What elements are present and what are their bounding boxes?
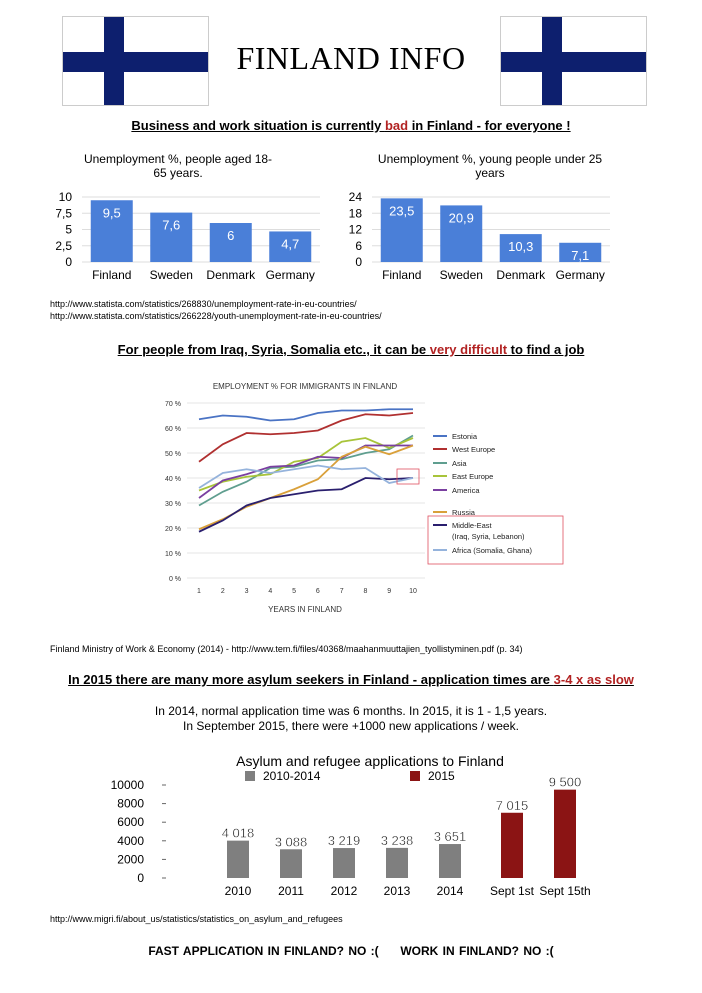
chart-title: Asylum and refugee applications to Finland xyxy=(236,753,504,769)
x-tick-label: 1 xyxy=(197,588,201,595)
legend-swatch xyxy=(245,771,255,781)
bar-value-label: 3 088 xyxy=(274,834,308,850)
bar xyxy=(501,813,523,878)
y-tick-label: 10 % xyxy=(165,551,181,558)
x-category-label: Germany xyxy=(265,268,315,282)
x-category-label: Sweden xyxy=(439,268,483,282)
x-category-label: Germany xyxy=(555,268,605,282)
y-tick-label: 0 % xyxy=(168,576,181,583)
y-tick-label: 4000 xyxy=(117,833,144,848)
y-tick-label: 0 xyxy=(137,871,144,885)
migri-source[interactable]: http://www.migri.fi/about_us/statistics/statistics_on_asylum_and_refugees xyxy=(50,914,343,924)
chart-title: EMPLOYMENT % FOR IMMIGRANTS IN FINLAND xyxy=(212,382,398,391)
bar-value-label: 3 238 xyxy=(380,832,414,848)
y-tick-label: 50 % xyxy=(165,451,181,458)
y-tick-label: 70 % xyxy=(165,401,181,408)
legend-label: West Europe xyxy=(452,445,496,454)
x-axis-label: YEARS IN FINLAND xyxy=(268,605,342,614)
x-tick-label: 8 xyxy=(363,588,368,595)
y-tick-label: 0 xyxy=(65,255,72,269)
x-category-label: Denmark xyxy=(496,268,546,282)
y-tick-label: 8000 xyxy=(117,796,144,811)
x-tick-label: 10 xyxy=(409,588,417,595)
legend-label: America xyxy=(452,486,480,495)
x-category-label: 2014 xyxy=(436,884,464,898)
x-tick-label: 6 xyxy=(315,588,320,595)
x-tick-label: 2 xyxy=(220,588,225,595)
immigrant-employment-chart xyxy=(150,375,570,615)
x-category-label: Denmark xyxy=(206,268,256,282)
x-category-label: 2011 xyxy=(278,884,304,898)
chart2-title: Unemployment %, young people under 25 years xyxy=(377,152,603,180)
new-applications-text: In September 2015, there were +1000 new applications / week. xyxy=(183,719,519,733)
x-tick-label: 9 xyxy=(387,588,392,595)
x-category-label: Sweden xyxy=(149,268,193,282)
immigrants-heading: For people from Iraq, Syria, Somalia etc., it can be very difficult to find a job xyxy=(117,342,585,357)
bar-value-label: 9 500 xyxy=(548,774,582,790)
page-title: FINLAND INFO xyxy=(236,40,466,76)
legend-sublabel: (Iraq, Syria, Lebanon) xyxy=(452,532,525,541)
source-link-2[interactable]: http://www.statista.com/statistics/266228/youth-unemployment-rate-in-eu-countries/ xyxy=(50,311,382,321)
application-time-text: In 2014, normal application time was 6 months. In 2015, it is 1 - 1,5 years. xyxy=(154,704,548,718)
y-tick-label: 24 xyxy=(348,190,362,204)
bar-value-label: 4 018 xyxy=(221,825,255,841)
x-category-label: Finland xyxy=(382,268,422,282)
legend-label: 2015 xyxy=(428,769,455,783)
bar-value-label: 23,5 xyxy=(389,203,415,219)
bar xyxy=(439,844,461,878)
asylum-heading: In 2015 there are many more asylum seekers in Finland - application times are 3-4 x as slow xyxy=(68,672,634,687)
y-tick-label: 40 % xyxy=(165,476,181,483)
series-line xyxy=(199,413,413,462)
y-tick-label: 6000 xyxy=(117,815,144,830)
y-tick-label: 5 xyxy=(65,222,72,237)
x-tick-label: 3 xyxy=(244,588,249,595)
y-tick-label: 2000 xyxy=(117,852,144,867)
x-tick-label: 4 xyxy=(268,588,273,595)
bar-value-label: 20,9 xyxy=(448,210,474,226)
bar-value-label: 4,7 xyxy=(281,236,300,252)
bar-value-label: 3 219 xyxy=(327,833,361,849)
x-category-label: Sept 15th xyxy=(539,884,591,898)
asylum-applications-chart xyxy=(80,748,620,903)
bar-value-label: 7,1 xyxy=(571,247,590,263)
legend-label: 2010-2014 xyxy=(263,769,321,783)
legend-label: East Europe xyxy=(452,472,494,481)
bar-value-label: 7,6 xyxy=(162,217,181,233)
y-tick-label: 2,5 xyxy=(55,238,72,253)
bar xyxy=(333,848,355,878)
bar-value-label: 9,5 xyxy=(102,205,121,221)
x-tick-label: 5 xyxy=(292,588,297,595)
bar-value-label: 6 xyxy=(227,228,235,243)
chart1-title: Unemployment %, people aged 18-65 years. xyxy=(83,152,273,180)
business-heading: Business and work situation is currently bad in Finland - for everyone ! xyxy=(131,118,571,133)
legend-label: Middle-East xyxy=(452,521,492,530)
source-link-1[interactable]: http://www.statista.com/statistics/268830/unemployment-rate-in-eu-countries/ xyxy=(50,299,357,309)
y-tick-label: 7,5 xyxy=(55,206,72,221)
bar xyxy=(227,841,249,878)
x-category-label: 2012 xyxy=(330,884,358,898)
legend-label: Africa (Somalia, Ghana) xyxy=(452,546,533,555)
legend-label: Russia xyxy=(452,508,475,517)
x-category-label: Finland xyxy=(92,268,132,282)
y-tick-label: 18 xyxy=(348,206,362,221)
x-category-label: 2010 xyxy=(224,884,252,898)
y-tick-label: 0 xyxy=(355,255,362,269)
finland-flag-right xyxy=(500,16,647,106)
y-tick-label: 12 xyxy=(348,222,362,237)
x-category-label: Sept 1st xyxy=(489,884,535,898)
legend-swatch xyxy=(410,771,420,781)
series-line xyxy=(199,478,413,532)
closing-statement: FAST APPLICATION IN FINLAND? NO :( WORK IN FINLAND? NO :( xyxy=(148,944,554,958)
x-category-label: 2013 xyxy=(383,884,411,898)
y-tick-label: 10000 xyxy=(110,778,144,792)
legend-label: Estonia xyxy=(452,432,478,441)
x-tick-label: 7 xyxy=(339,588,344,595)
bar-value-label: 3 651 xyxy=(433,829,467,845)
y-tick-label: 20 % xyxy=(165,526,181,533)
unemployment-chart xyxy=(40,185,330,285)
legend-label: Asia xyxy=(452,459,467,468)
bar xyxy=(554,790,576,878)
y-tick-label: 30 % xyxy=(165,501,181,508)
youth-unemployment-chart xyxy=(330,185,620,285)
highlight-box xyxy=(397,469,419,484)
bar-value-label: 10,3 xyxy=(508,239,534,255)
bar-value-label: 7 015 xyxy=(495,797,529,813)
y-tick-label: 60 % xyxy=(165,426,181,433)
ministry-source[interactable]: Finland Ministry of Work & Economy (2014) - http://www.tem.fi/files/40368/maahanmuuttajien_tyollistyminen.pdf (p. 34) xyxy=(50,644,523,654)
bar xyxy=(280,849,302,878)
y-tick-label: 6 xyxy=(355,238,362,253)
bar xyxy=(386,848,408,878)
y-tick-label: 10 xyxy=(58,190,72,204)
